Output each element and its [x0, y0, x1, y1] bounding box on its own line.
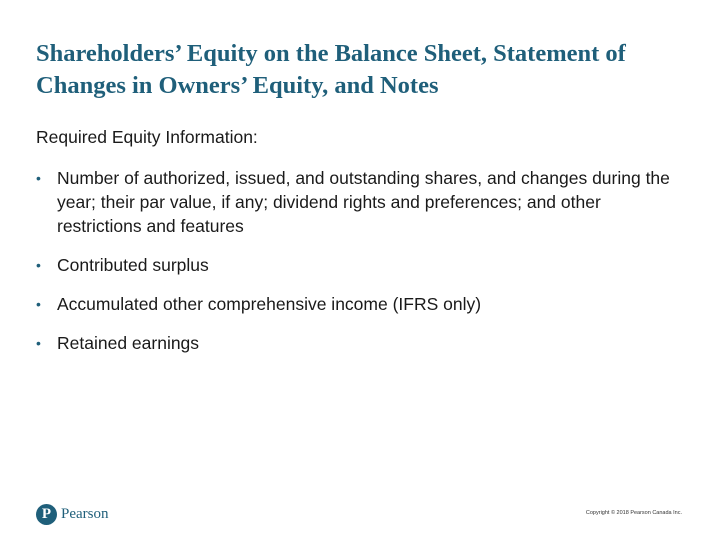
bullet-text: Number of authorized, issued, and outstanding shares, and changes during the year; their par value, if any; dividend rights and preferences; and other restrictions and features [57, 168, 670, 236]
copyright-notice: Copyright © 2018 Pearson Canada Inc. [585, 510, 682, 516]
pearson-logo-text: Pearson [61, 505, 109, 522]
bullet-item [36, 166, 686, 238]
bullet-dot-icon: • [36, 335, 41, 351]
pearson-logo [36, 502, 109, 526]
bullet-dot-icon: • [36, 170, 41, 186]
slide-title: Shareholders’ Equity on the Balance Sheet, Statement of Changes in Owners’ Equity, and Notes [36, 40, 626, 99]
bullet-dot-icon: • [36, 257, 41, 273]
pearson-logo-icon: P [36, 504, 57, 525]
bullet-text: Retained earnings [57, 333, 200, 353]
bullet-text: Contributed surplus [57, 255, 209, 275]
bullet-dot-icon: • [36, 296, 41, 312]
bullet-text: Accumulated other comprehensive income (IFRS only) [57, 294, 482, 314]
bullet-item [36, 253, 686, 277]
bullet-item [36, 292, 686, 316]
bullet-item [36, 331, 686, 355]
slide-subheading: Required Equity Information: [36, 127, 258, 147]
bullet-list [36, 166, 686, 355]
